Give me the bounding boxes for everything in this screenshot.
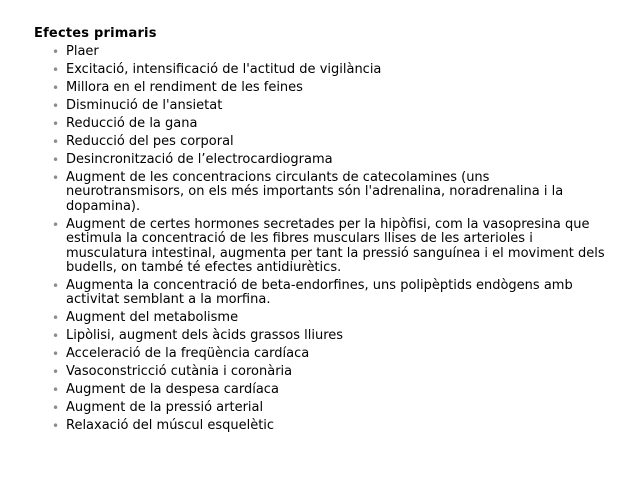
list-item-text: • Augment de les concentracions circulants de catecolamines (uns neurotransmisors, on els més importants són l'adrenalina, noradrenalina i la dopamina). (66, 170, 564, 214)
list-item-catecholamines (50, 171, 610, 214)
list-item-text: • Millora en el rendiment de les feines (66, 80, 303, 95)
list-item-cardiac-output (50, 383, 610, 397)
list-item-metabolism (50, 311, 610, 325)
list-item-pleasure (50, 45, 610, 59)
list-item-text: • Augment del metabolisme (66, 310, 239, 326)
list-item-beta-endorphins (50, 279, 610, 308)
list-item-blood-pressure (50, 401, 610, 415)
list-item-muscle-relaxation (50, 419, 610, 433)
list-item-text: • Relaxació del múscul esquelètic (66, 418, 275, 434)
list-item-pituitary-hormones (50, 218, 610, 276)
slide-title: Efectes primaris (34, 26, 157, 41)
list-item-text: • Vasoconstricció cutània i coronària (66, 364, 293, 380)
list-item-text: • Augmenta la concentració de beta-endorfines, uns polipèptids endògens amb activitat semblant a la morfina. (66, 278, 573, 308)
list-item-body-weight (50, 135, 610, 149)
list-item-heart-rate (50, 347, 610, 361)
list-item-text: • Desincronització de l’electrocardiograma (66, 152, 333, 167)
list-item-vasoconstriction (50, 365, 610, 379)
list-item-text: • Excitació, intensificació de l'actitud de vigilància (66, 62, 382, 77)
list-item-ecg (50, 153, 610, 167)
effects-list (50, 45, 610, 437)
list-item-text: • Plaer (66, 44, 99, 59)
list-item-text: • Lipòlisi, augment dels àcids grassos lliures (66, 328, 344, 344)
list-item-text: • Acceleració de la freqüència cardíaca (66, 346, 310, 362)
list-item-text: • Augment de la despesa cardíaca (66, 382, 279, 398)
list-item-text: • Augment de la pressió arterial (66, 400, 264, 416)
list-item-appetite (50, 117, 610, 131)
list-item-excitation (50, 63, 610, 77)
list-item-anxiety (50, 99, 610, 113)
list-item-text: • Reducció de la gana (66, 116, 198, 131)
list-item-lipolysis (50, 329, 610, 343)
list-item-text: • Disminució de l'ansietat (66, 98, 223, 113)
list-item-text: • Augment de certes hormones secretades per la hipòfisi, com la vasopresina que estimula la concentració de les fibres musculars llises de les arterioles i musculatura intestinal, augmenta per tant la pressió sanguínea i el moviment dels budells, on també té efectes antidiurètics. (66, 216, 605, 276)
list-item-text: • Reducció del pes corporal (66, 134, 234, 149)
list-item-performance (50, 81, 610, 95)
